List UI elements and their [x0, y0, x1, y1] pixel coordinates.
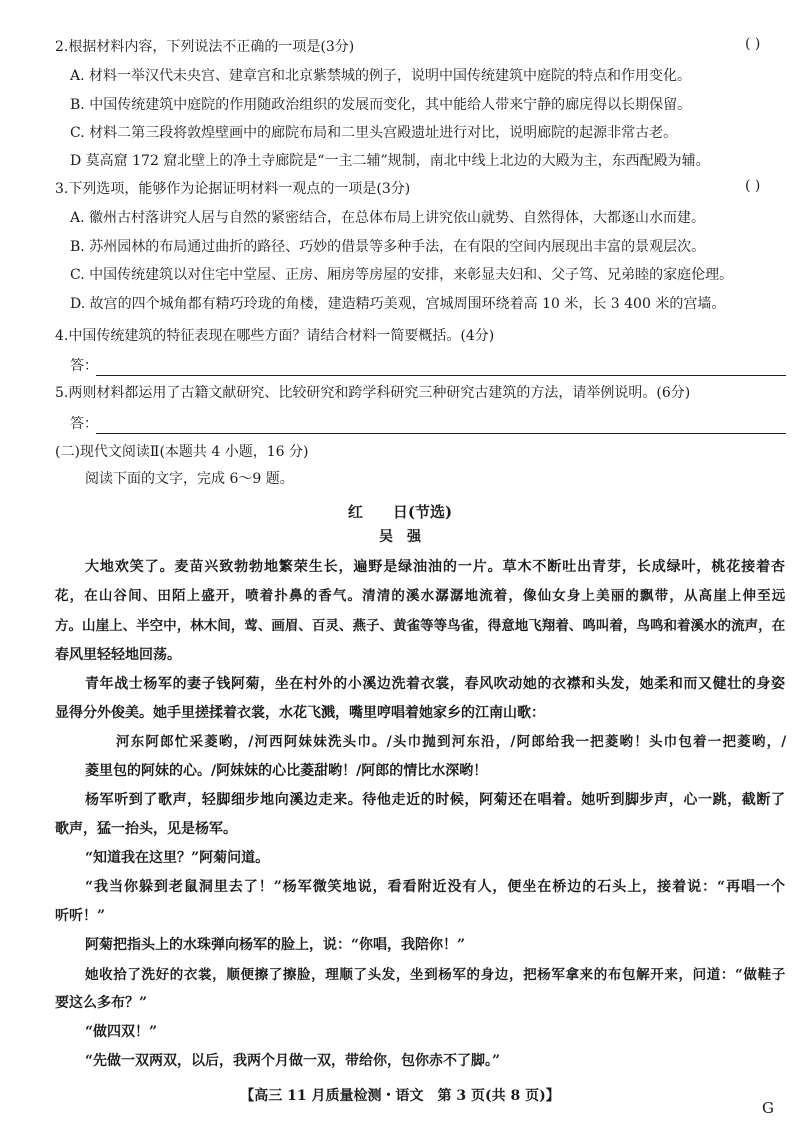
question-4-stem: 4.中国传统建筑的特征表现在哪些方面？请结合材料一简要概括。(4分) [55, 328, 495, 344]
question-3-option-c: C. 中国传统建筑以对住宅中堂屋、正房、厢房等房屋的安排，来彰显夫妇和、父子笃、兄弟睦的家庭伦理。 [70, 267, 734, 283]
song-line: 河东阿郎忙采菱哟，/河西阿妹妹洗头巾。/头巾抛到河东沿，/阿郎给我一把菱哟！头巾包着一把菱哟，/ [116, 734, 786, 750]
question-2-option-d: D 莫高窟 172 窟北壁上的净土寺廊院是“一主二辅”规制，南北中线上北边的大殿为主，东西配殿为辅。 [70, 153, 710, 169]
question-4-answer-line[interactable] [96, 375, 786, 376]
question-3-option-a: A. 徽州古村落讲究人居与自然的紧密结合，在总体布局上讲究依山就势、自然得体，大都逐山水而建。 [70, 210, 706, 226]
passage-line: 阿菊把指头上的水珠弹向杨军的脸上，说：“你唱，我陪你！” [85, 937, 466, 953]
passage-line: “我当你躲到老鼠洞里去了！”杨军微笑地说，看看附近没有人，便坐在桥边的石头上，接着说：“再唱一个 [85, 879, 785, 895]
question-2-option-b: B. 中国传统建筑中庭院的作用随政治组织的发展而变化，其中能给人带来宁静的廊庑得以长期保留。 [70, 97, 692, 113]
passage-line: 杨军听到了歌声，轻脚细步地向溪边走来。待他走近的时候，阿菊还在唱着。她听到脚步声，心一跳，截断了 [85, 792, 785, 808]
question-2-option-c: C. 材料二第三段将敦煌壁画中的廊院布局和二里头宫殿遗址进行对比，说明廊院的起源非常古老。 [70, 125, 678, 141]
passage-line: 歌声，猛一抬头，见是杨军。 [55, 821, 237, 837]
passage-line: “做四双！” [85, 1024, 158, 1040]
question-4-answer-label: 答： [70, 358, 98, 374]
question-3-option-b: B. 苏州园林的布局通过曲折的路径、巧妙的借景等多种手法，在有限的空间内展现出丰富的景观层次。 [70, 239, 706, 255]
question-2-stem: 2.根据材料内容，下列说法不正确的一项是(3分) [55, 39, 355, 55]
passage-author: 吴 强 [379, 529, 421, 545]
question-3-option-d: D. 故宫的四个城角都有精巧玲珑的角楼，建造精巧美观，宫城周围环绕着高 10 米，长 3 400 米的宫墙。 [70, 296, 726, 312]
section-instruction: 阅读下面的文字，完成 6～9 题。 [85, 471, 294, 487]
question-5-stem: 5.两则材料都运用了古籍文献研究、比较研究和跨学科研究三种研究古建筑的方法，请举例说明。(6分) [55, 385, 691, 401]
passage-line: 青年战士杨军的妻子钱阿菊，坐在村外的小溪边洗着衣裳，春风吹动她的衣襟和头发，她柔和而又健壮的身姿 [85, 676, 785, 692]
passage-line: 听听！” [55, 908, 106, 924]
section-heading: (二)现代文阅读Ⅱ(本题共 4 小题，16 分) [55, 444, 309, 460]
passage-line: 方。山崖上、半空中，林木间，莺、画眉、百灵、燕子、黄雀等等鸟雀，得意地飞翔着、鸣叫着，鸟鸣和着溪水的流声，在 [55, 618, 785, 634]
song-line: 菱里包的阿妹的心。/阿妹妹的心比菱甜哟！/阿郎的情比水深哟！ [85, 763, 488, 779]
passage-line: 她收拾了洗好的衣裳，顺便擦了擦脸，理顺了头发，坐到杨军的身边，把杨军拿来的布包解开来，问道：“做鞋子 [85, 967, 785, 983]
passage-line: 春风里轻轻地回荡。 [55, 647, 181, 663]
question-2-option-a: A. 材料一举汉代未央宫、建章宫和北京紫禁城的例子，说明中国传统建筑中庭院的特点和作用变化。 [70, 68, 692, 84]
question-3-answer-blank[interactable]: ( ) [745, 178, 761, 194]
passage-line: “知道我在这里？”阿菊问道。 [85, 850, 270, 866]
page-footer: 【高三 11 月质量检测・语文 第 3 页(共 8 页)】 [240, 1088, 560, 1104]
passage-line: 花，在山谷间、田陌上盛开，喷着扑鼻的香气。清清的溪水潺潺地流着，像仙女身上美丽的飘带，从高崖上伸至远 [55, 588, 785, 604]
passage-title: 红 日(节选) [347, 503, 453, 521]
passage-line: “先做一双两双，以后，我两个月做一双，带给你，包你赤不了脚。” [85, 1053, 501, 1069]
question-3-stem: 3.下列选项，能够作为论据证明材料一观点的一项是(3分) [55, 181, 411, 197]
passage-line: 大地欢笑了。麦苗兴致勃勃地繁荣生长，遍野是绿油油的一片。草木不断吐出青芽，长成绿叶，桃花接着杏 [85, 559, 785, 575]
passage-line: 要这么多布？” [55, 995, 148, 1011]
corner-mark: G [762, 1099, 774, 1117]
question-2-answer-blank[interactable]: ( ) [745, 36, 761, 52]
question-5-answer-label: 答： [70, 416, 98, 432]
passage-line: 显得分外俊美。她手里搓揉着衣裳，水花飞溅，嘴里哼唱着她家乡的江南山歌： [55, 705, 545, 721]
question-5-answer-line[interactable] [96, 433, 786, 434]
